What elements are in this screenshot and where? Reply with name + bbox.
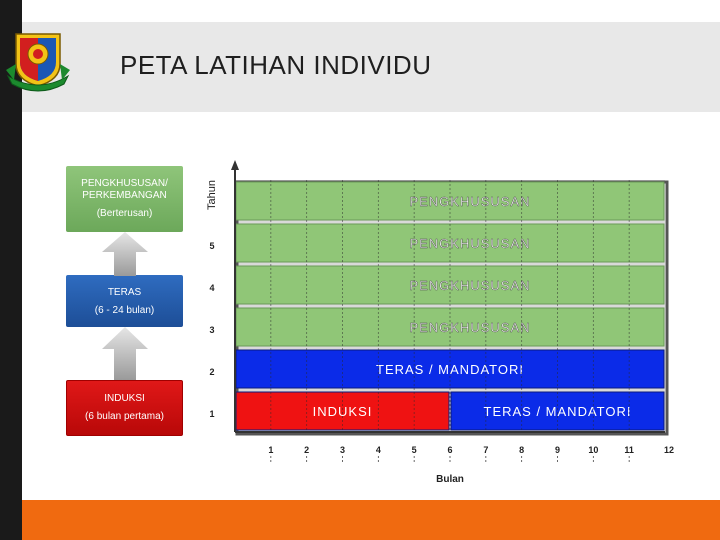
segment-label: PENGKHUSUSAN [409,236,531,251]
y-tick-label: 5 [209,241,215,251]
page-title: PETA LATIHAN INDIVIDU [120,50,432,80]
x-tick-label: 7 [483,445,489,455]
x-tick-label: 4 [375,445,381,455]
x-tick-label: 5 [411,445,417,455]
stage-induksi-label: INDUKSI [104,393,145,404]
stage-induksi-sub: (6 bulan pertama) [85,411,164,422]
stage-pengkhususan-label: PENGKHUSUSAN/ PERKEMBANGAN [81,178,168,201]
y-tick-label: 4 [209,283,215,293]
segment-label: PENGKHUSUSAN [409,194,531,209]
x-tick-label: 1 [268,445,274,455]
stage-pengkhususan-sub: (Berterusan) [96,208,153,219]
segment-label: PENGKHUSUSAN [409,320,531,335]
segment-label: INDUKSI [312,404,373,419]
x-tick-label: 10 [588,445,599,455]
x-axis-title: Bulan [436,474,464,485]
y-tick-label: 1 [209,409,215,419]
x-tick-label: 2 [304,445,310,455]
x-tick-label: 12 [663,445,675,455]
x-tick-label: 9 [554,445,561,455]
segment-label: TERAS / MANDATORI [483,404,632,419]
y-tick-label: 3 [209,325,215,335]
x-tick-label: 3 [339,445,346,455]
x-tick-label: 8 [519,445,525,455]
y-axis-arrow [231,160,239,170]
x-tick-label: 11 [624,445,634,455]
y-tick-label: 2 [209,367,215,377]
stage-teras-sub: (6 - 24 bulan) [94,305,155,316]
x-tick-label: 6 [447,445,453,455]
y-axis-title: Tahun [206,180,218,210]
segment-label: PENGKHUSUSAN [409,278,531,293]
segment-label: TERAS / MANDATORI [376,362,524,377]
stage-teras-label: TERAS [107,287,142,298]
